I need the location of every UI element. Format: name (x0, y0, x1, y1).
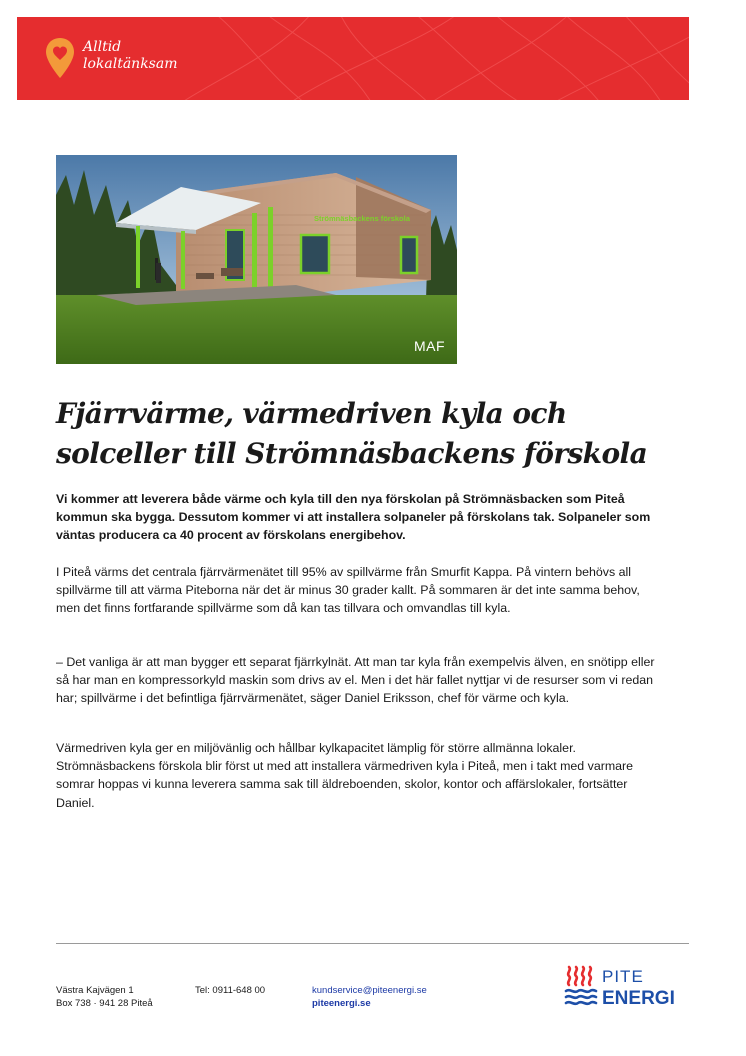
article-paragraph: Värmedriven kyla ger en miljövänlig och hållbar kylkapacitet lämplig för större allmänna lokaler. Strömnäsbackens förskola blir först ut med att installera värmedriven kyla i Piteå, men i takt med varmare somrar hoppas vi kunna leverera samma sak till äldreboenden, skolor, kontor och affärslokaler, fortsätter Daniel. (56, 741, 634, 810)
address-line: Box 738 · 941 28 Piteå (56, 997, 153, 1009)
brand-name-line1: PITE (602, 967, 644, 986)
article-lead: Vi kommer att leverera både värme och kyla till den nya förskolan på Strömnäsbacken som Piteå kommun ska bygga. Dessutom kommer vi att installera solpaneler på förskolans tak. Solpaneler som väntas producera ca 40 procent av förskolans energibehov. (56, 492, 651, 542)
address-line: Västra Kajvägen 1 (56, 985, 134, 996)
sign-text: Strömnäsbackens förskola (314, 214, 410, 223)
tagline-logo (45, 37, 178, 79)
pite-energi-logo (564, 964, 694, 1008)
email-link[interactable]: kundservice@piteenergi.se (312, 985, 427, 996)
footer-contact (312, 985, 427, 1010)
hero-image (56, 155, 457, 364)
footer-phone: Tel: 0911-648 00 (195, 985, 266, 996)
footer-address (56, 985, 153, 1010)
flame-waves-icon (566, 967, 596, 1004)
watermark: MAF (413, 338, 445, 354)
header-banner (17, 17, 689, 100)
website-link[interactable]: piteenergi.se (312, 997, 371, 1009)
preschool-rendering (56, 155, 457, 364)
footer-divider (56, 943, 689, 944)
tagline-line2: lokaltänksam (83, 56, 178, 72)
article-title: Fjärrvärme, värmedriven kyla och solceller till Strömnäsbackens förskola (56, 397, 648, 470)
brand-name-line2: ENERGI (602, 988, 675, 1008)
heart-pin-icon (45, 37, 75, 79)
article-paragraph: I Piteå värms det centrala fjärrvärmenätet till 95% av spillvärme från Smurfit Kappa. På vintern behövs all spillvärme till att värma Piteborna när det är minus 30 grader kallt. På sommaren är det inte samma behov, men det finns fortfarande spillvärme som då kan tas tillvara och omvandlas till kyla. (56, 565, 640, 616)
article-paragraph: – Det vanliga är att man bygger ett separat fjärrkylnät. Att man tar kyla från exempelvis älven, en snötipp eller så har man en kompressorkyld maskin som drivs av el. Men i det här fallet nyttjar vi de resurser som vi redan har; spillvärme i det befintliga fjärrvärmenätet, säger Daniel Eriksson, chef för värme och kyla. (56, 655, 655, 706)
tagline-line1: Alltid (83, 39, 122, 55)
